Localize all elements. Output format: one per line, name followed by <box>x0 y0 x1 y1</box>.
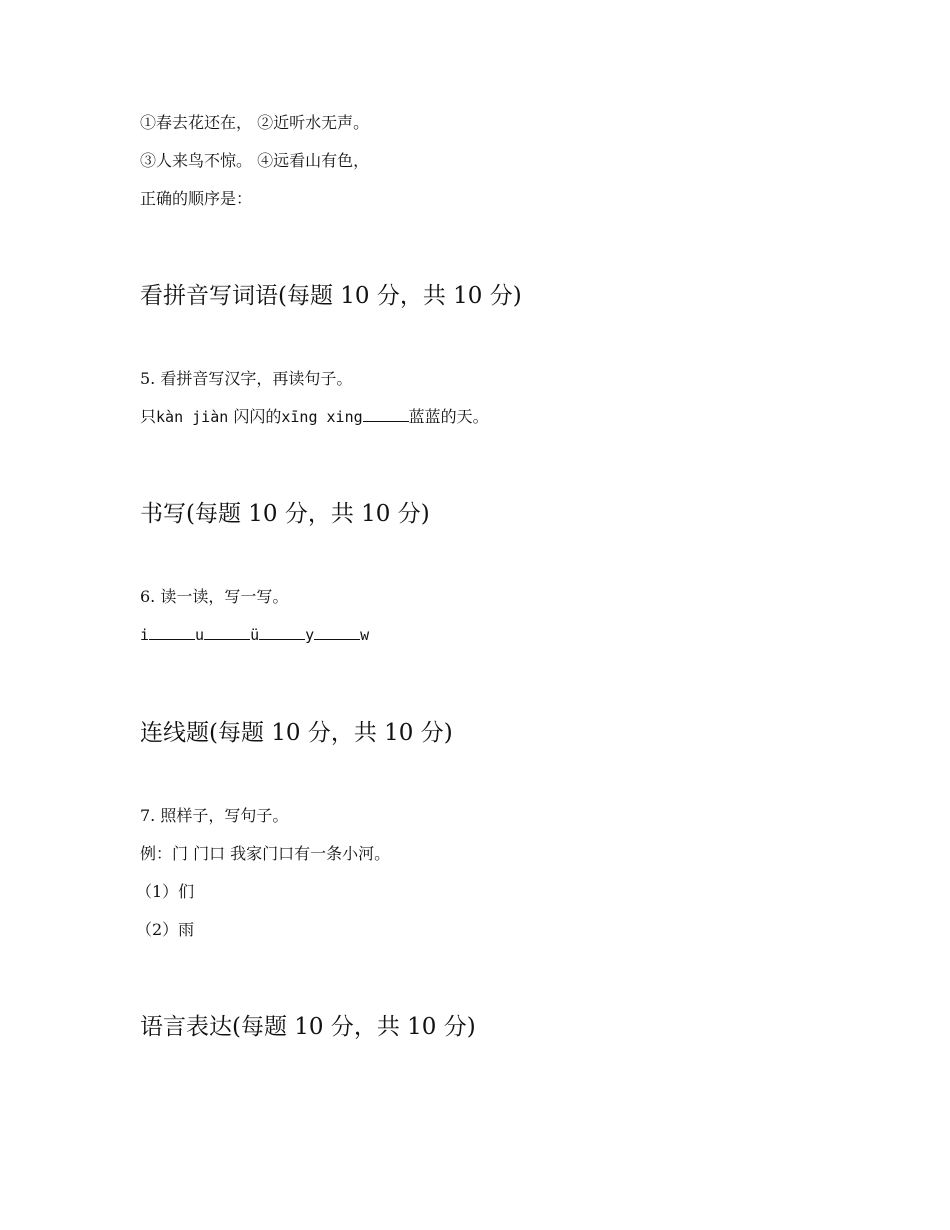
section-heading-pinyin: 看拼音写词语(每题 10 分，共 10 分) <box>140 283 522 309</box>
q6-letter: u <box>195 626 205 644</box>
q6-title: 6. 读一读，写一写。 <box>140 587 289 606</box>
q6-blank[interactable] <box>259 625 305 640</box>
q7-example: 例：门 门口 我家门口有一条小河。 <box>140 844 391 863</box>
q7-item-2: （2）雨 <box>136 920 195 939</box>
q6-letter: w <box>360 626 370 644</box>
q5-answer-blank[interactable] <box>363 407 409 422</box>
q5-sentence <box>140 407 489 427</box>
q6-blank[interactable] <box>204 625 250 640</box>
q6-letter: i <box>140 626 150 644</box>
q4-line-1: ①春去花还在， ②近听水无声。 <box>140 113 370 132</box>
q6-letter: ü <box>250 626 260 644</box>
q5-pinyin-2: xīng xing <box>281 408 363 426</box>
q7-title: 7. 照样子，写句子。 <box>140 806 289 825</box>
q4-answer-prompt: 正确的顺序是： <box>140 189 253 208</box>
section-heading-matching: 连线题(每题 10 分，共 10 分) <box>140 720 453 746</box>
q6-letter: y <box>305 626 315 644</box>
section-heading-expression: 语言表达(每题 10 分，共 10 分) <box>140 1014 476 1040</box>
q5-text-1: 只 <box>140 407 157 426</box>
q5-text-3: 蓝蓝的天。 <box>408 407 489 426</box>
q4-line-2: ③人来鸟不惊。 ④远看山有色， <box>140 151 370 170</box>
q6-blank[interactable] <box>149 625 195 640</box>
q5-text-2: 闪闪的 <box>228 407 282 426</box>
section-heading-writing: 书写(每题 10 分，共 10 分) <box>140 501 430 527</box>
q6-letter-row <box>140 625 369 645</box>
q5-pinyin-1: kàn jiàn <box>156 408 229 426</box>
q6-blank[interactable] <box>314 625 360 640</box>
q7-item-1: （1）们 <box>136 882 195 901</box>
q5-title: 5. 看拼音写汉字，再读句子。 <box>140 369 353 388</box>
